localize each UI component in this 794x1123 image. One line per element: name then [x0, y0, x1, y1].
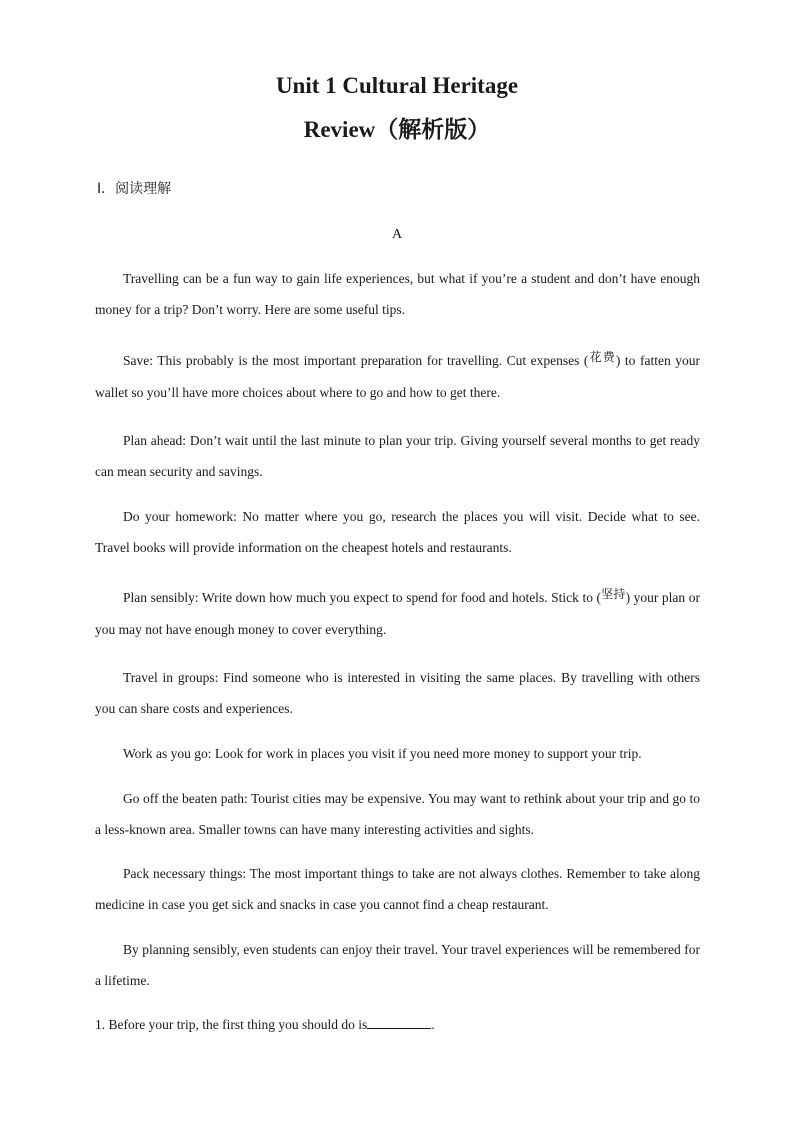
document-subtitle: Review（解析版）	[303, 117, 491, 142]
section-heading: Ⅰ．阅读理解	[97, 181, 172, 197]
paragraph-plan-sensibly	[95, 582, 700, 645]
question-end: .	[431, 1017, 435, 1032]
paragraph-text: Save: This probably is the most important preparation for travelling. Cut expenses (	[123, 353, 589, 368]
chinese-gloss: 花费	[588, 350, 616, 364]
paragraph-beaten-path: Go off the beaten path: Tourist cities may be expensive. You may want to rethink about your trip and go to a less-known area. Smaller towns can have many interesting activities and sights.	[95, 791, 700, 837]
paragraph-text: ) your plan or you may not have enough money to cover everything.	[95, 590, 700, 637]
paragraph-homework: Do your homework: No matter where you go, research the places you will visit. Decide what to see. Travel books will provide information on the cheapest hotels and restaurants.	[95, 509, 700, 555]
chinese-gloss: 坚持	[601, 587, 626, 601]
paragraph-save	[95, 345, 700, 408]
paragraph-text: ) to fatten your wallet so you’ll have more choices about where to go and how to get there.	[95, 353, 700, 400]
document-title: Unit 1 Cultural Heritage	[275, 73, 519, 98]
question-text: 1. Before your trip, the first thing you should do is	[95, 1017, 368, 1032]
paragraph-plan-ahead: Plan ahead: Don’t wait until the last minute to plan your trip. Giving yourself several months to get ready can mean security and savings.	[95, 433, 700, 479]
paragraph-conclusion: By planning sensibly, even students can enjoy their travel. Your travel experiences will be remembered for a lifetime.	[95, 942, 700, 988]
paragraph-intro: Travelling can be a fun way to gain life experiences, but what if you’re a student and don’t have enough money for a trip? Don’t worry. Here are some useful tips.	[95, 271, 700, 317]
paragraph-work: Work as you go: Look for work in places you visit if you need more money to support your trip.	[123, 746, 642, 761]
answer-blank[interactable]	[367, 1014, 431, 1029]
question-1	[95, 1014, 700, 1036]
passage-label: A	[391, 227, 403, 242]
paragraph-groups: Travel in groups: Find someone who is interested in visiting the same places. By travelling with others you can share costs and experiences.	[95, 670, 700, 716]
paragraph-pack: Pack necessary things: The most important things to take are not always clothes. Remember to take along medicine in case you get sick and snacks in case you cannot find a cheap restaurant.	[95, 866, 700, 912]
paragraph-text: Plan sensibly: Write down how much you expect to spend for food and hotels. Stick to (	[123, 590, 601, 605]
